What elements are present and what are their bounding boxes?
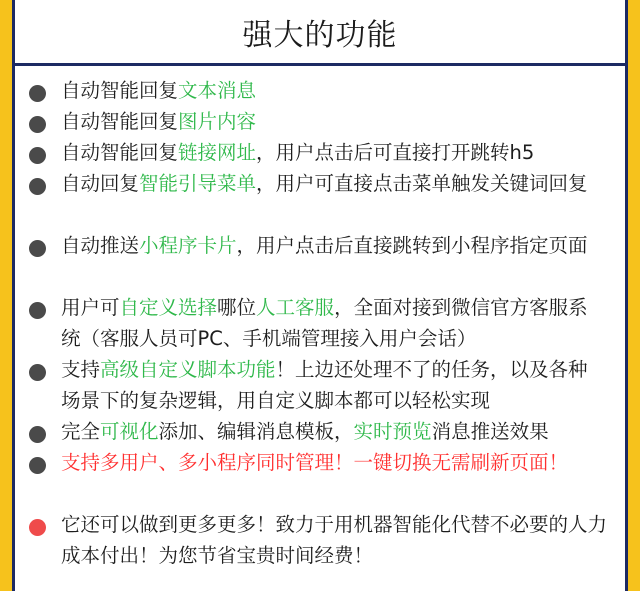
bullet-icon <box>29 302 46 319</box>
feature-text-run: 链接网址 <box>178 141 257 164</box>
feature-text-run: 智能引导菜单 <box>139 172 257 195</box>
title-bar <box>15 0 625 66</box>
feature-text-run: 完全 <box>61 420 101 443</box>
feature-text-run: 人工客服 <box>256 296 335 319</box>
bullet-icon <box>29 364 46 381</box>
feature-text-run: 自动智能回复 <box>61 141 179 164</box>
feature-text-run: 自动回复 <box>61 172 140 195</box>
feature-text <box>61 137 607 168</box>
feature-text <box>61 354 607 416</box>
feature-text <box>61 509 607 571</box>
feature-text-run: 文本消息 <box>178 79 257 102</box>
bullet-icon <box>29 147 46 164</box>
bullet-icon <box>29 240 46 257</box>
bullet-icon <box>29 426 46 443</box>
feature-text <box>61 168 607 199</box>
feature-text-run: 自定义选择 <box>119 296 218 319</box>
feature-text-run: 实时预览 <box>353 420 432 443</box>
feature-text-run: 可视化 <box>100 420 159 443</box>
feature-text <box>61 230 607 261</box>
feature-list <box>15 66 625 591</box>
feature-text-run: ，用户可直接点击菜单触发关键词回复 <box>256 172 588 195</box>
bullet-icon <box>29 85 46 102</box>
feature-text-run: 支持 <box>61 358 101 381</box>
feature-text-run: 添加、编辑消息模板， <box>158 420 354 443</box>
feature-text-run: ，全面对接到微信官方客服系统（客服人员可PC、手机端管理接入用户会话） <box>61 296 588 350</box>
feature-text-run: 图片内容 <box>178 110 257 133</box>
feature-text <box>61 416 607 447</box>
feature-text-run: 自动推送 <box>61 234 140 257</box>
feature-text-run: 哪位 <box>217 296 257 319</box>
bullet-icon <box>29 519 46 536</box>
bullet-icon <box>29 116 46 133</box>
feature-text-run: 消息推送效果 <box>431 420 549 443</box>
feature-text-run: 小程序卡片 <box>139 234 237 257</box>
feature-text-run: 高级自定义脚本功能 <box>100 358 276 381</box>
feature-text-run: 自动智能回复 <box>61 79 179 102</box>
feature-text-run: 自动智能回复 <box>61 110 179 133</box>
bullet-icon <box>29 457 46 474</box>
feature-text-run: ，用户点击后可直接打开跳转h5 <box>256 141 535 164</box>
feature-text-run: 它还可以做到更多更多！致力于用机器智能化代替不必要的人力成本付出！为您节省宝贵时间经费！ <box>61 513 608 567</box>
feature-text <box>61 106 607 137</box>
feature-text <box>61 292 607 354</box>
feature-text-run: ，用户点击后直接跳转到小程序指定页面 <box>236 234 588 257</box>
page-title: 强大的功能 <box>242 17 398 53</box>
features-panel <box>12 0 628 591</box>
feature-text-run: 支持多用户、多小程序同时管理！一键切换无需刷新页面！ <box>61 451 569 474</box>
feature-text-run: 用户可 <box>61 296 120 319</box>
bullet-icon <box>29 178 46 195</box>
feature-text <box>61 447 607 478</box>
feature-text-run: ！上边还处理不了的任务，以及各种场景下的复杂逻辑，用自定义脚本都可以轻松实现 <box>61 358 588 412</box>
feature-text <box>61 75 607 106</box>
